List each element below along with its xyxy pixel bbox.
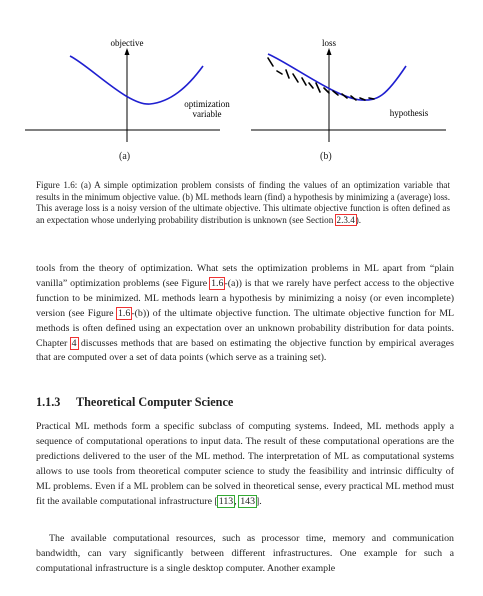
caption-text: Figure 1.6: (a) A simple optimization problem consists of finding the values of an optimization variable that results in the minimum objective value. (b) ML methods learn (find) a hypothesis by minimizing a (average) loss. This average loss is a noisy version of the ultimate objective. This ultimate objective function is often defined as an expectation whose underlying probability distribution is unknown (see Section	[36, 180, 450, 225]
panel-b-noisy-loss	[268, 58, 374, 100]
paragraph-optimization	[36, 262, 454, 366]
citation-link[interactable]: 143	[240, 495, 255, 507]
caption-text-end: ).	[355, 214, 362, 225]
paragraph-text: tools from the theory of optimization. What sets the optimization problems in ML apart from “plain vanilla” optimization problems (see Figure	[36, 263, 454, 289]
paragraph-text: Practical ML methods form a specific subclass of computing systems. Indeed, ML methods apply a sequence of computational operations to input data. The result of these computational operations are the predictions delivered to the user of the ML method. The interpretation of ML as computational systems allows to use tools from theoretical computer science to study the feasibility and intrinsic difficulty of ML problems. Even if a ML problem can be solved in theoretical sense, every practical ML method must fit the available computational infrastructure [	[36, 421, 454, 507]
paragraph-text: The available computational resources, such as processor time, memory and communication bandwidth, can vary significantly between different infrastructures. One example for such a computational infrastructure is a single desktop computer. Another example	[36, 533, 454, 574]
paragraph-text: discusses methods that are based on estimating the objective function by empirical averages that are computed over a set of data points (which serve as a training set).	[36, 337, 454, 364]
paragraph-text: ].	[256, 495, 262, 507]
panel-a-objective-curve	[70, 56, 203, 104]
figure-ref-link[interactable]: 1.6	[211, 277, 224, 289]
section-number: 1.1.3	[36, 395, 61, 409]
panel-b-label: (b)	[320, 151, 332, 162]
figure-ref-link[interactable]: 1.6	[117, 307, 131, 319]
paragraph-computer-science	[36, 420, 454, 509]
panel-a-label: (a)	[119, 151, 131, 162]
panel-a-y-axis-label: objective	[110, 38, 144, 48]
citation-separator: ,	[234, 495, 240, 507]
paragraph-resources	[36, 532, 454, 577]
panel-a-curve-label-line2: variable	[192, 109, 222, 119]
figure-panel-b	[246, 30, 466, 178]
panel-b-y-axis-label: loss	[321, 38, 337, 48]
section-title: Theoretical Computer Science	[76, 395, 234, 409]
citation-link[interactable]: 113	[218, 495, 234, 507]
figure-caption	[36, 180, 450, 226]
section-heading	[36, 395, 233, 410]
paragraph-text: -(a)) is that we rarely have perfect access to the objective function to be minimized. ML methods learn a hypothesis by minimizing a noisy (or even incomplete) version (see Figure	[36, 277, 454, 319]
panel-a-curve-label-line1: optimization	[184, 99, 230, 109]
section-ref-link[interactable]: 2.3.4	[336, 214, 355, 225]
paragraph-text: -(b)) of the ultimate objective function. The ultimate objective function for ML methods is often defined using an expectation over an unknown probability distribution for data points. Chapter	[36, 307, 455, 349]
panel-b-x-axis-label: hypothesis	[389, 108, 429, 118]
panel-a-y-axis-arrow	[125, 48, 130, 55]
panel-b-y-axis-arrow	[327, 48, 332, 55]
figure-panel-a	[20, 30, 250, 178]
chapter-ref-link[interactable]: 4	[71, 337, 77, 349]
